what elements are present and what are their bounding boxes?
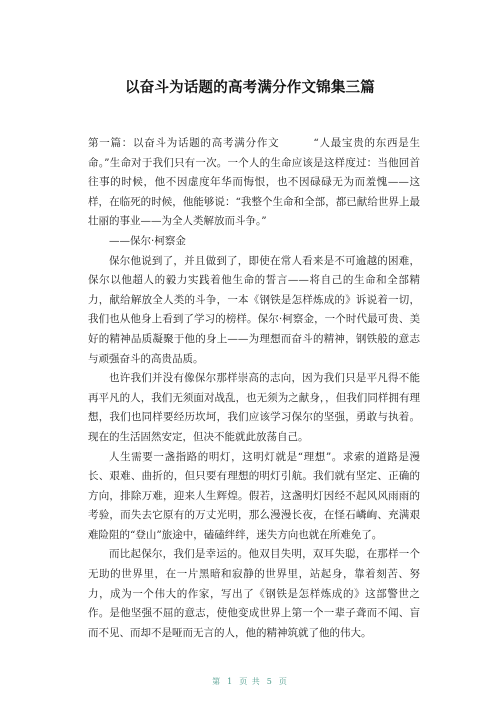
attribution: ——保尔·柯察金: [109, 234, 186, 247]
paragraph-3: 人生需要一盏指路的明灯，这明灯就是“理想”。求索的道路是漫长、艰难、曲折的，但只要有理想的明灯引航。我们就有坚定、正确的方向，排除万难，迎来人生辉煌。假若，这盏明灯因经不起风风雨雨的考验，而失去它原有的万丈光明，那么漫漫长夜，在怪石嶙峋、充满艰难险阻的“登山”旅途中，磕磕绊绊，迷失方向也就在所难免了。: [88, 450, 420, 541]
article-body: [88, 134, 420, 643]
paragraph-2: 也许我们并没有像保尔那样崇高的志向，因为我们只是平凡得不能再平凡的人，我们无须面对战乱，也无须为之献身，，但我们同样拥有理想，我们也同样要经历坎坷，我们应该学习保尔的坚强，勇敢与执着。现在的生活固然安定，但决不能就此放荡自己。: [88, 372, 420, 443]
page-footer: [0, 676, 500, 687]
footer-page-number: 1: [227, 677, 234, 686]
opening-paragraph: [88, 134, 420, 232]
document-title: 以奋斗为话题的高考满分作文锦集三篇: [125, 80, 375, 96]
footer-total-pages: 5: [266, 677, 273, 686]
footer-prefix: 第: [212, 677, 222, 686]
footer-middle: 页 共: [239, 677, 261, 686]
paragraph-1: 保尔他说到了，并且做到了，即使在常人看来是不可逾越的困难，保尔以他超人的毅力实践着他生命的誓言——将自己的生命和全部精力，献给解放全人类的斗争，一本《钢铁是怎样炼成的》诉说着一切，我们也从他身上看到了学习的榜样。保尔·柯察金，一个时代最可贵、美好的精神品质凝聚于他的身上——为理想而奋斗的精神，钢铁般的意志与顽强奋斗的高贵品质。: [88, 254, 420, 365]
opening-quote: “人最宝贵的东西是生命。”生命对于我们只有一次。一个人的生命应该是这样度过：当他回首往事的时候，他不因虚度年华而悔恨，也不因碌碌无为而羞愧——这样，在临死的时候，他能够说：“我整个生命和全部，都已献给世界上最壮丽的事业——为全人类解放而斗争。”: [88, 137, 421, 228]
footer-suffix: 页: [278, 677, 288, 686]
section-heading: 第一篇：以奋斗为话题的高考满分作文: [88, 137, 280, 149]
paragraph-4: 而比起保尔，我们是幸运的。他双目失明，双耳失聪，在那样一个无助的世界里，在一片黑暗和寂静的世界里，站起身，靠着刻苦、努力，成为一个伟大的作家，写出了《钢铁是怎样炼成的》这部警世之作。是他坚强不屈的意志，使他变成世界上第一个一辈子聋而不闻、盲而不见、而却不是哑而无言的人，他的精神筑就了他的伟大。: [88, 548, 420, 639]
